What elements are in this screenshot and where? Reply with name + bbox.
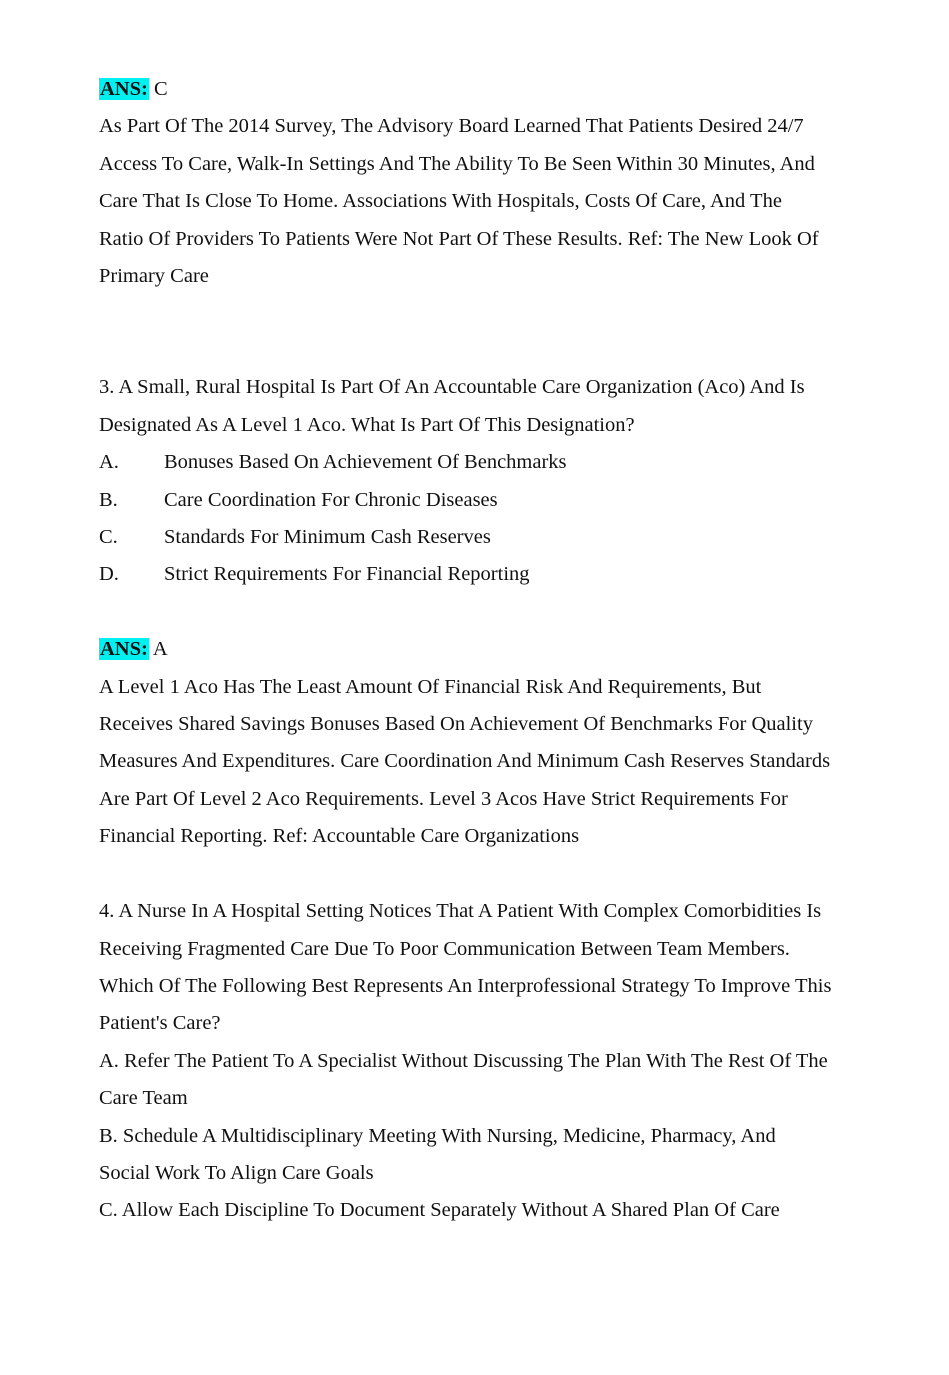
answer-rationale-a <box>99 669 899 856</box>
option-line: B. Schedule A Multidisciplinary Meeting With Nursing, Medicine, Pharmacy, And <box>99 1124 776 1147</box>
answer-value: C <box>153 78 168 100</box>
option-letter: A. <box>99 451 119 474</box>
question-stem-line: Receiving Fragmented Care Due To Poor Communication Between Team Members. <box>99 937 790 960</box>
rationale-line: Financial Reporting. Ref: Accountable Care Organizations <box>99 825 580 848</box>
question-3-options <box>99 444 899 594</box>
answer-label: ANS: <box>100 638 148 661</box>
question-stem-line: 3. A Small, Rural Hospital Is Part Of An Accountable Care Organization (Aco) And Is <box>99 376 805 399</box>
question-3-stem <box>99 369 899 444</box>
rationale-line: Primary Care <box>99 265 209 288</box>
option-line: Care Team <box>99 1087 188 1110</box>
rationale-line: A Level 1 Aco Has The Least Amount Of Financial Risk And Requirements, But <box>99 675 762 698</box>
rationale-line: Access To Care, Walk-In Settings And The Ability To Be Seen Within 30 Minutes, And <box>99 152 815 175</box>
rationale-line: As Part Of The 2014 Survey, The Advisory Board Learned That Patients Desired 24/7 <box>99 115 804 138</box>
option-c <box>99 519 899 556</box>
question-stem-line: Which Of The Following Best Represents An Interprofessional Strategy To Improve This <box>99 974 832 997</box>
option-text: Care Coordination For Chronic Diseases <box>164 488 498 511</box>
question-stem-line: Designated As A Level 1 Aco. What Is Part Of This Designation? <box>99 413 635 436</box>
rationale-line: Are Part Of Level 2 Aco Requirements. Level 3 Acos Have Strict Requirements For <box>99 787 788 810</box>
answer-label: ANS: <box>100 78 148 100</box>
answer-value: A <box>152 638 168 661</box>
rationale-line: Ratio Of Providers To Patients Were Not Part Of These Results. Ref: The New Look Of <box>99 227 819 250</box>
question-stem-line: Patient's Care? <box>99 1012 221 1035</box>
option-letter: C. <box>99 526 118 549</box>
option-b <box>99 482 899 519</box>
answer-line-c <box>99 71 899 108</box>
option-text: Standards For Minimum Cash Reserves <box>164 526 491 549</box>
option-a <box>99 444 899 481</box>
rationale-line: Measures And Expenditures. Care Coordination And Minimum Cash Reserves Standards <box>99 750 831 773</box>
option-line: C. Allow Each Discipline To Document Separately Without A Shared Plan Of Care <box>99 1199 780 1222</box>
option-text: Bonuses Based On Achievement Of Benchmarks <box>164 451 567 474</box>
option-letter: D. <box>99 563 119 586</box>
option-d <box>99 556 899 593</box>
answer-rationale-c <box>99 108 899 295</box>
rationale-line: Receives Shared Savings Bonuses Based On Achievement Of Benchmarks For Quality <box>99 713 813 736</box>
rationale-line: Care That Is Close To Home. Associations With Hospitals, Costs Of Care, And The <box>99 190 782 213</box>
option-line: Social Work To Align Care Goals <box>99 1161 374 1184</box>
question-stem-line: 4. A Nurse In A Hospital Setting Notices That A Patient With Complex Comorbidities Is <box>99 900 822 923</box>
option-text: Strict Requirements For Financial Reporting <box>164 563 530 586</box>
option-letter: B. <box>99 488 118 511</box>
question-4-stem <box>99 893 899 1043</box>
document-page <box>99 71 899 1230</box>
question-4-options <box>99 1043 899 1230</box>
answer-line-a <box>99 631 899 668</box>
option-line: A. Refer The Patient To A Specialist Without Discussing The Plan With The Rest Of The <box>99 1049 828 1072</box>
